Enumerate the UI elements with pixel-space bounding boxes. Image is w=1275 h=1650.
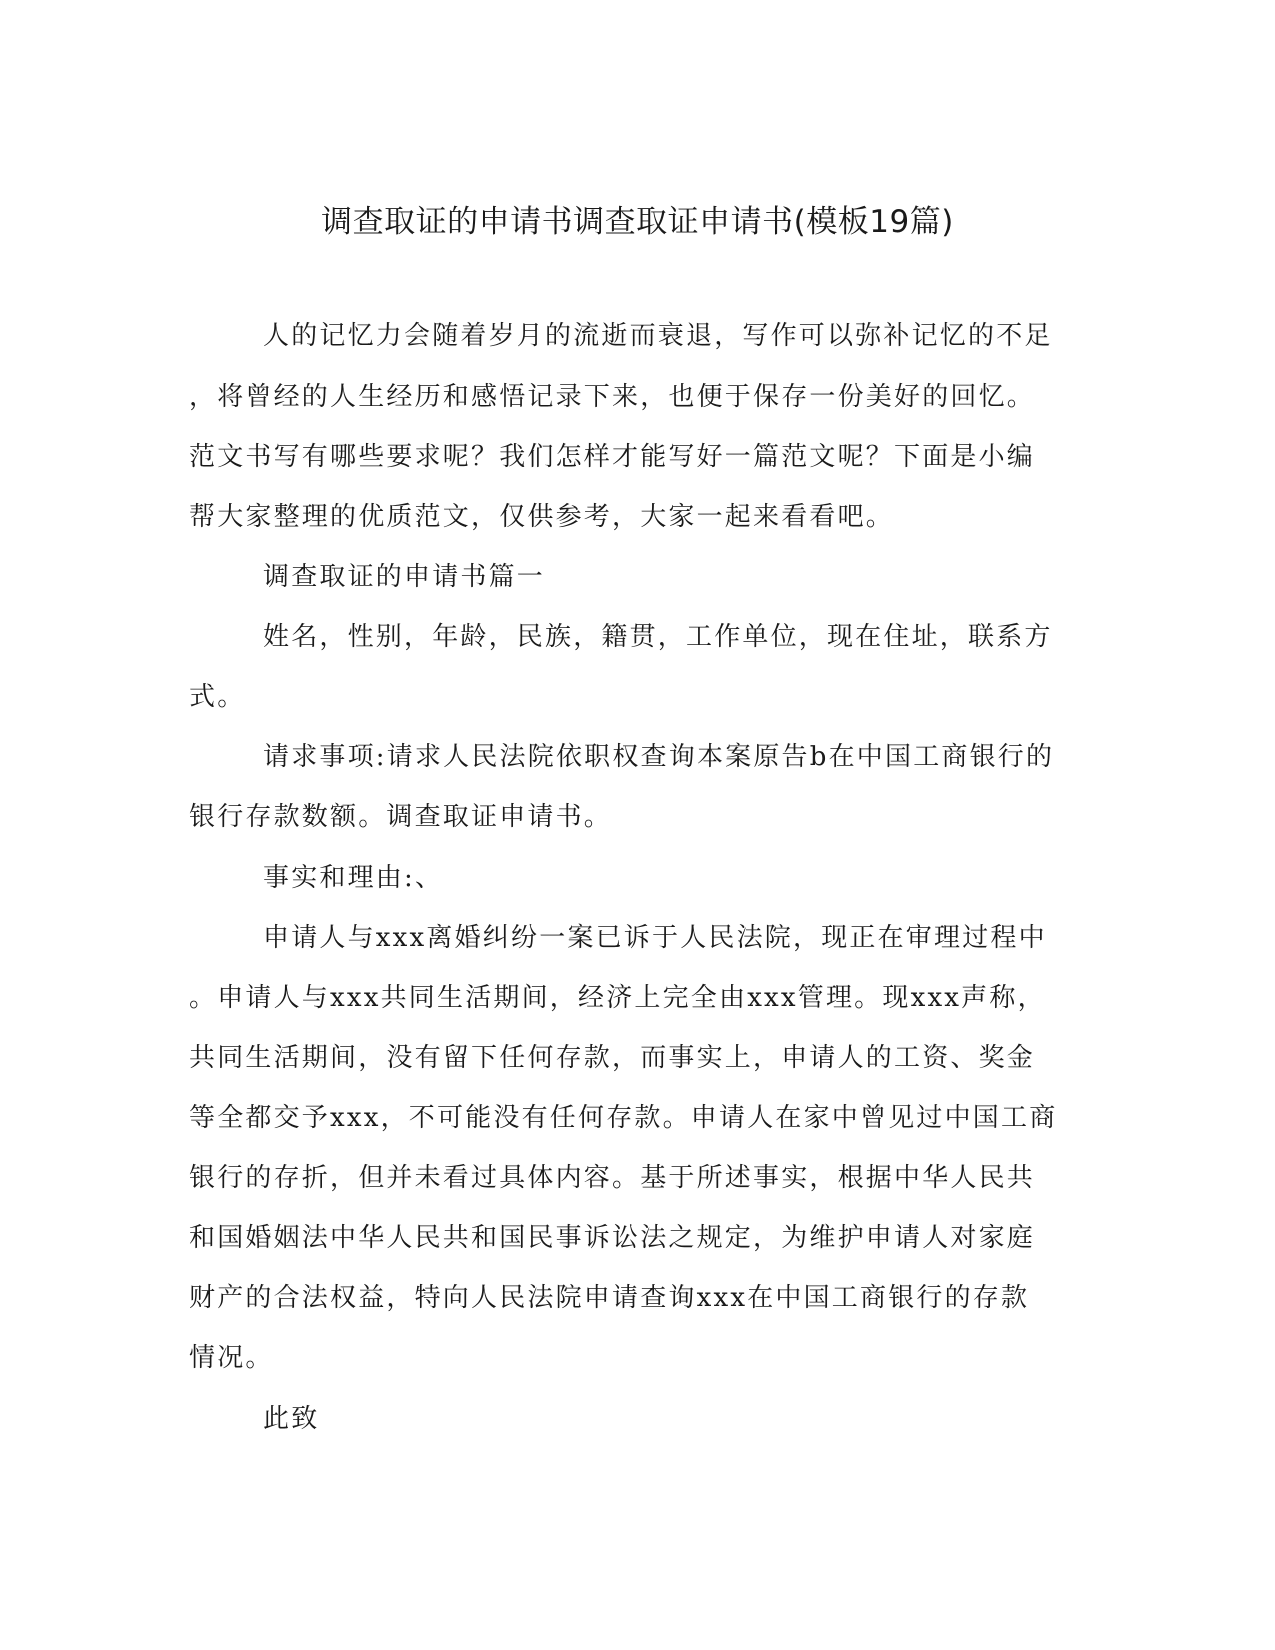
facts-line-4: 等全都交予xxx，不可能没有任何存款。申请人在家中曾见过中国工商 [189,1103,1058,1133]
facts-line-8: 情况。 [189,1343,274,1373]
section-heading: 调查取证的申请书篇一 [263,562,546,592]
facts-line-6: 和国婚姻法中华人民共和国民事诉讼法之规定，为维护申请人对家庭 [189,1223,1036,1253]
request-line-1: 请求事项:请求人民法院依职权查询本案原告b在中国工商银行的 [263,742,1055,772]
applicant-info-line-1: 姓名，性别，年龄，民族，籍贯，工作单位，现在住址，联系方 [263,622,1053,652]
intro-line-2: ，将曾经的人生经历和感悟记录下来，也便于保存一份美好的回忆。 [189,382,1036,412]
intro-line-3: 范文书写有哪些要求呢？我们怎样才能写好一篇范文呢？下面是小编 [189,442,1036,472]
closing-salutation: 此致 [263,1404,320,1434]
intro-line-4: 帮大家整理的优质范文，仅供参考，大家一起来看看吧。 [189,502,895,532]
facts-line-3: 共同生活期间，没有留下任何存款，而事实上，申请人的工资、奖金 [189,1043,1036,1073]
facts-line-2: 。申请人与xxx共同生活期间，经济上完全由xxx管理。现xxx声称， [189,983,1046,1013]
facts-line-7: 财产的合法权益，特向人民法院申请查询xxx在中国工商银行的存款 [189,1283,1030,1313]
intro-line-1: 人的记忆力会随着岁月的流逝而衰退，写作可以弥补记忆的不足 [263,321,1053,351]
applicant-info-line-2: 式。 [189,682,246,712]
facts-heading: 事实和理由:、 [263,863,444,893]
request-line-2: 银行存款数额。调查取证申请书。 [189,802,613,832]
document-title: 调查取证的申请书调查取证申请书(模板19篇) [321,204,954,240]
facts-line-5: 银行的存折，但并未看过具体内容。基于所述事实，根据中华人民共 [189,1163,1036,1193]
facts-line-1: 申请人与xxx离婚纠纷一案已诉于人民法院，现正在审理过程中 [263,923,1047,953]
